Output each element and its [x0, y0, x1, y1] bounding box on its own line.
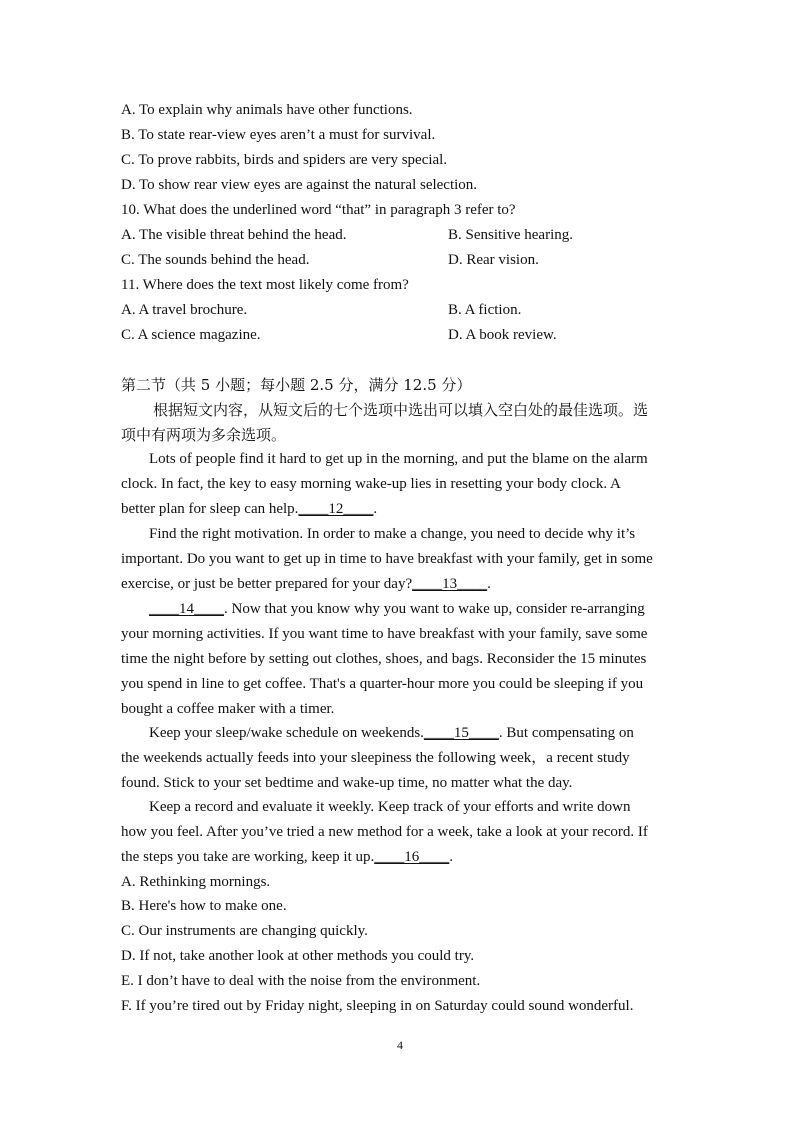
passage-p1-line1: Lots of people find it hard to get up in the morning, and put the blame on the alarm: [149, 451, 648, 467]
choice-a: A. Rethinking mornings.: [121, 874, 271, 890]
q9-option-d: D. To show rear view eyes are against the natural selection.: [121, 177, 478, 193]
q11-option-d: D. A book review.: [448, 327, 557, 343]
q11-row-cd: [121, 326, 686, 344]
q11-row-ab: [121, 301, 686, 319]
q10-option-c: C. The sounds behind the head.: [121, 252, 310, 268]
q10-row-ab: [121, 226, 686, 244]
passage-p1-line3-end: .: [373, 501, 378, 517]
q10-option-b: B. Sensitive hearing.: [448, 227, 573, 243]
passage-p2-line2: important. Do you want to get up in time to have breakfast with your family, get in some: [121, 551, 653, 567]
section2-instructions-line2: 项中有两项为多余选项。: [121, 426, 287, 444]
passage-p3-line4: you spend in line to get coffee. That's a quarter-hour more you could be sleeping if you: [121, 676, 644, 692]
choice-e: E. I don’t have to deal with the noise from the environment.: [121, 973, 481, 989]
q11-option-c: C. A science magazine.: [121, 327, 261, 343]
blank-14: ____14____: [149, 601, 224, 617]
section2-instructions-line1: 根据短文内容，从短文后的七个选项中选出可以填入空白处的最佳选项。选: [153, 401, 649, 419]
q10-option-a: A. The visible threat behind the head.: [121, 227, 347, 243]
passage-p5-line1: Keep a record and evaluate it weekly. Keep track of your efforts and write down: [149, 799, 631, 815]
passage-p4-line1-end: . But compensating on: [498, 725, 634, 741]
passage-p2-line3-text: exercise, or just be better prepared for your day?: [121, 576, 413, 592]
passage-p5-line3-end: .: [449, 849, 454, 865]
choice-f: F. If you’re tired out by Friday night, sleeping in on Saturday could sound wonderful.: [121, 998, 634, 1014]
passage-p4-line2: the weekends actually feeds into your sleepiness the following week，a recent study: [121, 750, 630, 766]
q10-option-d: D. Rear vision.: [448, 252, 539, 268]
blank-13: ____13____: [412, 576, 488, 592]
q9-option-b: B. To state rear-view eyes aren’t a must for survival.: [121, 127, 436, 143]
passage-p2-line3: [121, 575, 686, 593]
passage-p3-line5: bought a coffee maker with a timer.: [121, 701, 335, 717]
passage-p4-line3: found. Stick to your set bedtime and wake-up time, no matter what the day.: [121, 775, 573, 791]
passage-p2-line3-end: .: [487, 576, 491, 592]
passage-p5-line2: how you feel. After you’ve tried a new method for a week, take a look at your record. If: [121, 824, 648, 840]
page-number: 4: [397, 1038, 403, 1052]
blank-15: ____15____: [423, 725, 499, 741]
passage-p3-line1: [149, 600, 686, 618]
passage-p1-line2: clock. In fact, the key to easy morning wake-up lies in resetting your body clock. A: [121, 476, 621, 492]
section2-heading: 第二节（共 5 小题；每小题 2.5 分，满分 12.5 分）: [121, 376, 472, 394]
passage-p5-line3: [121, 848, 686, 866]
blank-12: ____12____: [298, 501, 374, 517]
passage-p1-line3: [121, 500, 686, 518]
q11-stem: 11. Where does the text most likely come from?: [121, 277, 409, 293]
passage-p3-line2: your morning activities. If you want time to have breakfast with your family, save some: [121, 626, 648, 642]
passage-p1-line3-text: better plan for sleep can help.: [121, 501, 299, 517]
passage-p5-line3-text: the steps you take are working, keep it up.: [121, 849, 375, 865]
q10-row-cd: [121, 251, 686, 269]
choice-b: B. Here's how to make one.: [121, 898, 287, 914]
q10-stem: 10. What does the underlined word “that” in paragraph 3 refer to?: [121, 202, 516, 218]
passage-p3-line3: time the night before by setting out clothes, shoes, and bags. Reconsider the 15 minutes: [121, 651, 647, 667]
choice-c: C. Our instruments are changing quickly.: [121, 923, 368, 939]
q9-option-c: C. To prove rabbits, birds and spiders are very special.: [121, 152, 448, 168]
passage-p4-line1-text: Keep your sleep/wake schedule on weekends.: [149, 725, 424, 741]
q11-option-a: A. A travel brochure.: [121, 302, 248, 318]
q9-option-a: A. To explain why animals have other functions.: [121, 102, 413, 118]
passage-p2-line1: Find the right motivation. In order to make a change, you need to decide why it’s: [149, 526, 636, 542]
passage-p4-line1: [149, 724, 686, 742]
choice-d: D. If not, take another look at other methods you could try.: [121, 948, 475, 964]
q11-option-b: B. A fiction.: [448, 302, 522, 318]
passage-p3-line1-text: . Now that you know why you want to wake up, consider re-arranging: [224, 601, 645, 617]
blank-16: ____16____: [374, 849, 450, 865]
